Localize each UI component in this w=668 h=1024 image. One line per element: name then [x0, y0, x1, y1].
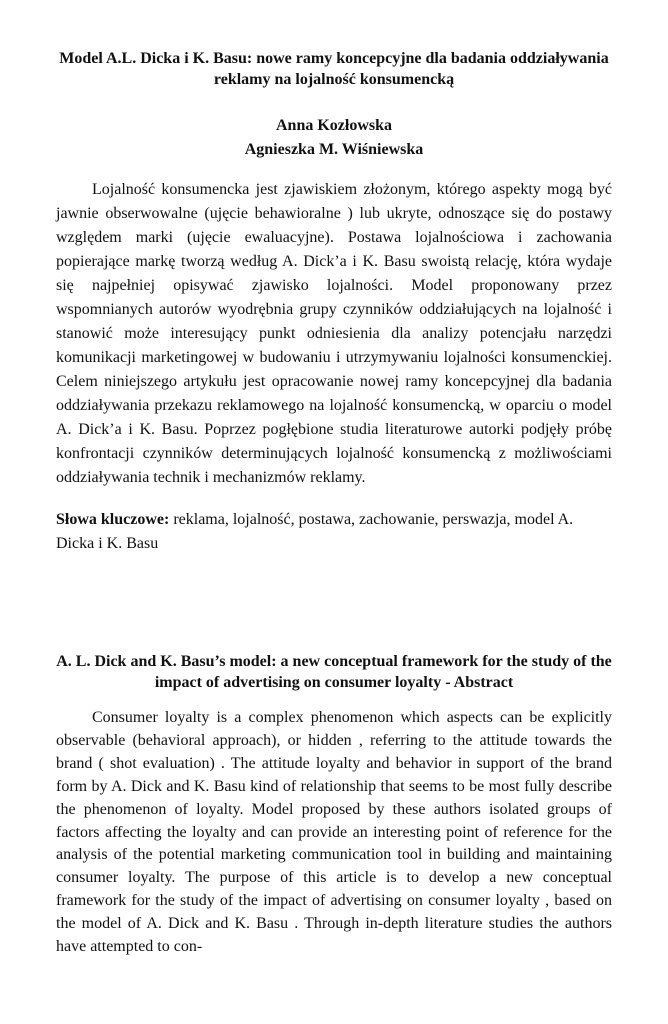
polish-section [56, 48, 612, 556]
abstract-polish: Lojalność konsumencka jest zjawiskiem złożonym, którego aspekty mogą być jawnie obserwowalne (ujęcie behawioralne ) lub ukryte, odnoszące się do postawy względem marki (ujęcie ewaluacyjne). Postawa lojalnościowa i zachowania popierające markę tworzą według A. Dick’a i K. Basu swoistą relację, która wydaje się najpełniej opisywać zjawisko lojalności. Model proponowany przez wspomnianych autorów wyodrębnia grupy czynników oddziałujących na lojalność i stanowić może interesujący punkt odniesienia dla analizy potencjału narzędzi komunikacji marketingowej w budowaniu i utrzymywaniu lojalności konsumenckiej. Celem niniejszego artykułu jest opracowanie nowej ramy koncepcyjnej dla badania oddziaływania przekazu reklamowego na lojalność konsumencką, w oparciu o model A. Dick’a i K. Basu. Poprzez pogłębione studia literaturowe autorki podjęły próbę konfrontacji czynników determinujących lojalność konsumencką z możliwościami oddziaływania technik i mechanizmów reklamy. [56, 181, 612, 486]
abstract-english: Consumer loyalty is a complex phenomenon which aspects can be explicitly observable (behavioral approach), or hidden , referring to the attitude towards the brand ( shot evaluation) . The attitude loyalty and behavior in support of the brand form by A. Dick and K. Basu kind of relationship that seems to be most fully describe the phenomenon of loyalty. Model proposed by these authors isolated groups of factors affecting the loyalty and can provide an interesting point of reference for the analysis of the potential marketing communication tool in building and maintaining consumer loyalty. The purpose of this article is to develop a new conceptual framework for the study of the impact of advertising on consumer loyalty , based on the model of A. Dick and K. Basu . Through in-depth literature studies the authors have attempted to con- [56, 709, 612, 956]
article-title-english: A. L. Dick and K. Basu’s model: a new conceptual framework for the study of the impact of advertising on consumer loyalty - Abstract [56, 653, 612, 691]
keywords-line [56, 508, 612, 556]
author-list [56, 114, 612, 162]
keywords-label: Słowa kluczowe: [56, 511, 170, 528]
english-section [56, 651, 612, 959]
author-1: Anna Kozłowska [275, 117, 393, 134]
keywords-text: reklama, lojalność, postawa, zachowanie, perswazja, model A. Dicka i K. Basu [56, 511, 574, 552]
author-2: Agnieszka M. Wiśniewska [244, 141, 424, 158]
article-title-polish: Model A.L. Dicka i K. Basu: nowe ramy koncepcyjne dla badania oddziaływania reklamy na lojalność konsumencką [59, 50, 609, 88]
